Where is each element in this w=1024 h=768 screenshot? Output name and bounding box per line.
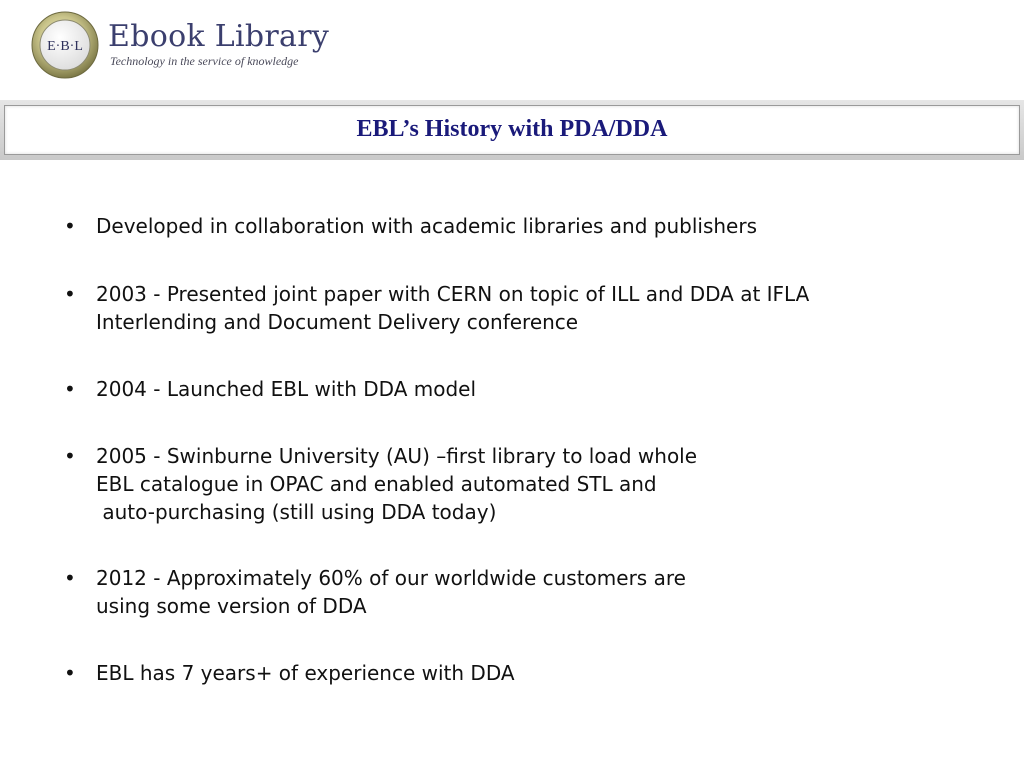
- bullet-item: [62, 280, 962, 336]
- bullet-item: [62, 442, 962, 526]
- logo-wordmark: [108, 20, 329, 68]
- logo-title: Ebook Library: [108, 19, 330, 54]
- bullet-text-line: 2003 - Presented joint paper with CERN on topic of ILL and DDA at IFLA: [96, 282, 810, 306]
- bullet-dot-icon: •: [64, 661, 76, 685]
- ebook-library-logo: [30, 10, 329, 80]
- bullet-text-line: 2012 - Approximately 60% of our worldwide customers are: [96, 566, 686, 590]
- bullet-dot-icon: •: [64, 377, 76, 401]
- title-bar: [0, 100, 1024, 160]
- bullet-text-line: using some version of DDA: [96, 594, 367, 618]
- bullet-item: [62, 564, 962, 620]
- bullet-dot-icon: •: [64, 282, 76, 306]
- bullet-text-line: 2005 - Swinburne University (AU) –first library to load whole: [96, 444, 698, 468]
- logo-tagline: Technology in the service of knowledge: [110, 54, 299, 68]
- bullet-text-line: EBL catalogue in OPAC and enabled automated STL and: [96, 472, 657, 496]
- ebl-seal-icon: [30, 10, 100, 80]
- bullet-item: [62, 659, 962, 687]
- bullet-text-line: EBL has 7 years+ of experience with DDA: [96, 661, 515, 685]
- bullet-dot-icon: •: [64, 444, 76, 468]
- bullet-text-line: 2004 - Launched EBL with DDA model: [96, 377, 477, 401]
- bullet-text-line: Developed in collaboration with academic libraries and publishers: [96, 214, 758, 238]
- bullet-item: [62, 375, 962, 403]
- bullet-dot-icon: •: [64, 566, 76, 590]
- bullet-dot-icon: •: [64, 214, 76, 238]
- bullet-text-line: auto-purchasing (still using DDA today): [96, 500, 497, 524]
- slide-title: EBL’s History with PDA/DDA: [356, 115, 668, 142]
- bullet-text-line: Interlending and Document Delivery conference: [96, 310, 579, 334]
- bullet-item: [62, 212, 962, 240]
- bullet-list: [62, 212, 962, 687]
- title-frame: [4, 105, 1020, 155]
- svg-text:E·B·L: E·B·L: [47, 39, 83, 54]
